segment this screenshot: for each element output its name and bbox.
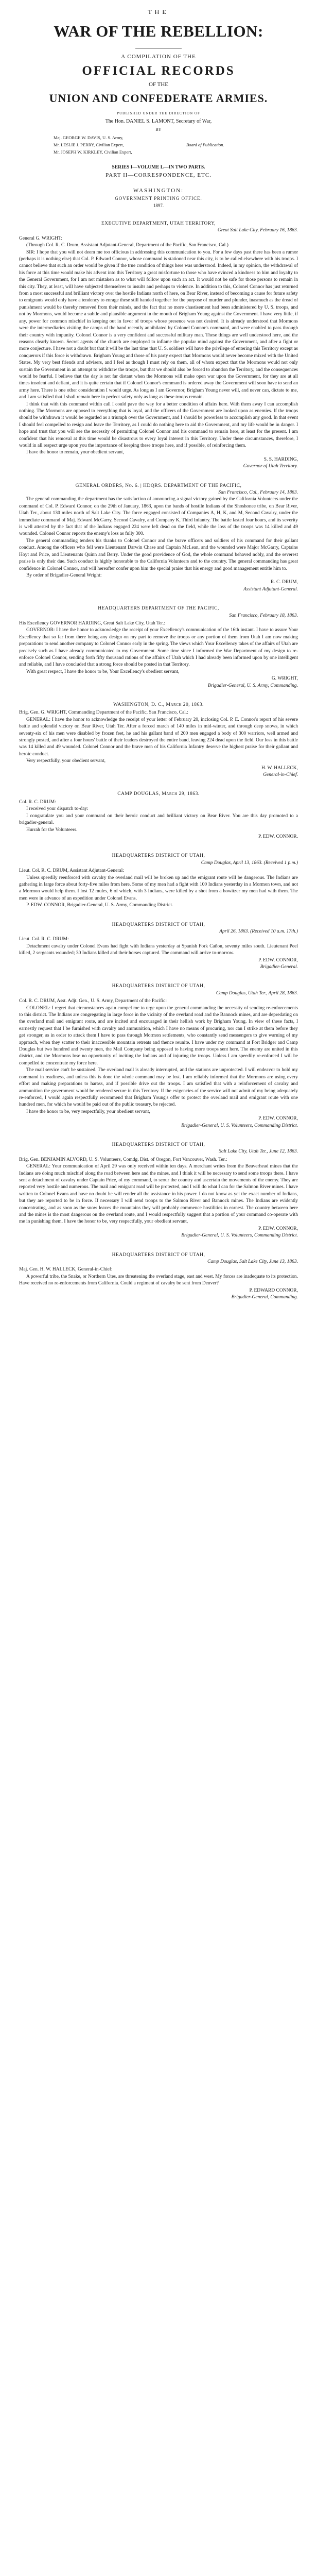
letter-paragraph: I think that with this command within call I could pave the way for a better condition of affairs here. With them away I can accomplish nothing. The Mormons are opposed to everything that is loyal, and the officers of the Government are looked upon as enemies. If the troops should be withdrawn it would be regarded as a triumph over the Government, and I should be powerless to accomplish any good. In that event I should feel compelled to resign and leave the Territory, as I could do nothing here to aid the Government, and my life would be in danger. I hope and trust that you will see the necessity of permitting Colonel Connor and his command to remain here, at least for the present. I am confident that his removal at this time would be disastrous to every loyal interest in this Territory. Under these circumstances, therefore, I would in all respect urge upon you the importance of keeping these troops here, and if possible, of reinforcing them. bbox=[19, 401, 298, 448]
letter-signature: P. EDWARD CONNOR, bbox=[249, 1287, 298, 1293]
letter-signature: R. C. DRUM, bbox=[270, 580, 298, 585]
staff-row bbox=[19, 134, 298, 141]
letter-heading bbox=[19, 922, 298, 928]
letter-paragraph: I congratulate you and your command on their heroic conduct and brilliant victory on Bear River. You are this day promoted to a brigadier-general. bbox=[19, 813, 298, 826]
staff-role bbox=[186, 148, 263, 156]
letter-signature-rank: Governor of Utah Territory. bbox=[243, 464, 298, 469]
letter-entry bbox=[19, 1142, 298, 1240]
letter-heading-text: HEADQUARTERS DEPARTMENT OF THE PACIFIC, bbox=[98, 606, 219, 612]
letter-place-date: Great Salt Lake City, February 16, 1863. bbox=[217, 228, 298, 233]
letter-signature-rank: Brigadier-General. bbox=[260, 964, 298, 970]
letter-salutation: Col. R. C. DRUM, Asst. Adjt. Gen., U. S. Army, Department of the Pacific: bbox=[19, 998, 167, 1004]
staff-role bbox=[186, 134, 263, 141]
letter-place-date: Camp Douglas, Utah Ter., April 28, 1863. bbox=[216, 990, 298, 996]
letter-heading bbox=[19, 791, 298, 798]
letter-entry bbox=[19, 791, 298, 840]
letter-salutation: Lieut. Col. R. C. DRUM, Assistant Adjutant-General: bbox=[19, 868, 124, 874]
letter-heading bbox=[19, 983, 298, 990]
letter-entry bbox=[19, 922, 298, 971]
letter-paragraph: P. EDW. CONNOR, Brigadier-General, U. S. Army, Commanding District. bbox=[26, 903, 173, 908]
letter-paragraph: (Through Col. R. C. Drum, Assistant Adjutant-General, Department of the Pacific, San Francisco, Cal.) bbox=[26, 243, 228, 248]
letter-paragraph: COLONEL: I regret that circumstances again compel me to urge upon the general commanding the necessity of sending re-enforcements to this district. The Indians are congregating in large force in the vicinity of the overland road and the Bannock mines, and are depredating on the overland mail and emigrant route, and are incited and encouraged in their hellish work by Brigham Young. In view of these facts, I earnestly request that I be furnished with cavalry and ammunition, which I have no means of procuring, nor can I strike at them before they get stronger, as in order to attack them I have to pass through Mormon settlements, who constantly send messengers to give warning of my approach, when they scatter to their inaccessible mountain retreats and thence reunite. I have under my command at Fort Bridger and Camp Douglas but two hundred and twenty men, the Mail Company being opposed to having more troops sent here. The enemy are united in this district, and the Mormons lose no opportunity of inciting the Indians and of injuring the troops. Unless I am speedily re-enforced I will be compelled to concentrate my force here. bbox=[19, 1005, 298, 1066]
union-confederate-title: UNION AND CONFEDERATE ARMIES. bbox=[49, 92, 268, 105]
imprint-year: 1897. bbox=[153, 203, 164, 208]
staff-name: Maj. GEORGE W. DAVIS, U. S. Army, bbox=[54, 135, 124, 140]
staff-name: Mr. LESLIE J. PERRY, Civilian Expert, bbox=[54, 142, 124, 147]
letter-paragraph: Very respectfully, your obedient servant, bbox=[26, 758, 105, 764]
letter-heading-text: HEADQUARTERS DISTRICT OF UTAH, bbox=[112, 922, 205, 927]
letter-paragraph: I have the honor to remain, your obedient servant, bbox=[26, 450, 124, 455]
letter-heading bbox=[19, 483, 298, 489]
staff-name: Mr. JOSEPH W. KIRKLEY, Civilian Expert, bbox=[54, 149, 132, 155]
compilation-line: A COMPILATION OF THE bbox=[121, 54, 196, 60]
letter-paragraph: GENERAL: Your communication of April 29 was only received within ten days. A merchant writes from the Beaverhead mines that the Indians are doing much mischief along the road between here and the mines, and I think it will be necessary to send some troops there. I have sent a detachment of cavalry under Captain Price, of my command, to scour the country and ascertain the movements of the enemy. They are reported very hostile and numerous. The mail and emigrant road will be protected, and I will do what I can for the Salmon River mines. I have written to Colonel Evans and have no doubt he will render all the assistance in his power. I do not know as yet the exact number of Indians, but they are reported to be in force. If necessary I will send troops to the Salmon River and Bannock mines. The Indians are evidently concentrating, and as soon as the snow leaves the mountains they will probably commence hostilities in earnest. The country between here and the mines is the most dangerous on the overland route, and I would respectfully suggest that a portion of your command co-operate with me in punishing them. I have the honor to be, very respectfully, your obedient servant, bbox=[19, 1164, 298, 1225]
published-under-line: PUBLISHED UNDER THE DIRECTION OF bbox=[117, 111, 200, 115]
letter-signature-rank: Brigadier-General, U. S. Volunteers, Commanding District. bbox=[181, 1123, 298, 1128]
letter-place-date: San Francisco, February 18, 1863. bbox=[229, 613, 298, 618]
letter-salutation: His Excellency GOVERNOR HARDING, Great Salt Lake City, Utah Ter.: bbox=[19, 620, 166, 626]
correspondence bbox=[19, 221, 298, 1301]
letter-paragraph: Detachment cavalry under Colonel Evans had fight with Indians yesterday at Spanish Fork Cañon, seventy miles south. Lieutenant Peel killed, 2 sergeants wounded; 30 Indians killed and their horses captured. The command will arrive to-morrow. bbox=[19, 943, 298, 956]
letter-heading bbox=[19, 853, 298, 859]
letter-heading-text: HEADQUARTERS DISTRICT OF UTAH, bbox=[112, 1142, 205, 1147]
letter-entry bbox=[19, 853, 298, 909]
imprint-place: WASHINGTON: bbox=[133, 188, 184, 194]
letter-heading bbox=[19, 221, 298, 227]
letter-paragraph: With great respect, I have the honor to be, Your Excellency's obedient servant, bbox=[26, 669, 180, 674]
letter-place-date: Camp Douglas, Salt Lake City, June 13, 1863. bbox=[207, 1259, 298, 1265]
letter-heading bbox=[19, 1142, 298, 1148]
letter-heading-text: HEADQUARTERS DISTRICT OF UTAH, bbox=[112, 853, 205, 859]
letter-salutation: Col. R. C. DRUM: bbox=[19, 799, 56, 805]
letter-salutation: Lieut. Col. R. C. DRUM: bbox=[19, 937, 69, 942]
letter-entry bbox=[19, 483, 298, 594]
official-records-title: OFFICIAL RECORDS bbox=[82, 64, 235, 78]
by-line: BY bbox=[155, 127, 162, 132]
letter-signature-rank: General-in-Chief. bbox=[263, 772, 298, 778]
letter-entry bbox=[19, 983, 298, 1129]
letter-signature: S. S. HARDING, bbox=[263, 456, 298, 462]
letter-entry bbox=[19, 1252, 298, 1301]
letter-entry bbox=[19, 605, 298, 689]
letter-heading-text: HEADQUARTERS DISTRICT OF UTAH, bbox=[112, 984, 205, 989]
letter-paragraph: GENERAL: I have the honor to acknowledge the receipt of your letter of February 20, inclosing Col. P. E. Connor's report of his severe battle and splendid victory on Bear River, Utah Ter. After a forced march of 140 miles in mid-winter, and through deep snows, in which seventy-six of his men were disabled by frozen feet, he and his gallant band of 200 men engaged a body of 300 warriors, well armed and strongly posted, and after a four hours' battle of their leaders destroyed the entire band, leaving 224 dead upon the field. Our loss in this battle was 14 killed and 49 wounded. Colonel Connor and the brave men of his California Infantry deserve the highest praise for their gallant and heroic conduct. bbox=[19, 717, 298, 757]
title-page bbox=[19, 0, 298, 208]
letter-place-date: Salt Lake City, Utah Ter., June 12, 1863. bbox=[219, 1149, 298, 1155]
letter-paragraph: Hurrah for the Volunteers. bbox=[26, 827, 78, 833]
letter-paragraph: Unless speedily reenforced with cavalry the overland mail will be broken up and the emigrant route will be dangerous. The Indians are gathering in large force about forty-five miles from here. Some of my men had a fight with 100 Indians yesterday in a Mormon town, and not a Mormon would help them. I lost 12 mules, 6 of which, with 3 Indians, were killed by a shot from a howitzer my men had with them. The men were in advance of an expedition under Colonel Evans. bbox=[19, 875, 298, 901]
letter-entry bbox=[19, 221, 298, 470]
letter-paragraph: A powerful tribe, the Snake, or Northern Utes, are threatening the overland stage, east and west. My forces are inadequate to its protection. Have received no re-enforcements from California. Could a regiment of cavalry be sent from Denver? bbox=[19, 1274, 298, 1286]
letter-signature: G. WRIGHT, bbox=[271, 676, 298, 682]
letter-heading-text: GENERAL ORDERS, No. 6. | HDQRS. DEPARTMENT OF THE PACIFIC, bbox=[75, 483, 242, 488]
letter-signature: H. W. HALLECK, bbox=[261, 765, 298, 771]
letter-paragraph: GOVERNOR: I have the honor to acknowledge the receipt of your Excellency's communication of the 16th instant. I have to assure Your Excellency that so far from there being any design on my part to remove the troops or any portion of them from Utah I am now making preparations to send another company to Colonel Connor early in the spring. The views which Your Excellency takes of the affairs of Utah are precisely such as I have already communicated to my Government. Some time since I informed the War Department of my design to re-enforce Colonel Connor, sending forth fifty thousand rations of the affairs of Utah which I had already been informed upon by one intelligent and reliable, and I have concluded that a strong force should be posted in that Territory. bbox=[19, 628, 298, 668]
main-title: WAR OF THE REBELLION: bbox=[54, 22, 263, 40]
secretary-line: The Hon. DANIEL S. LAMONT, Secretary of War, bbox=[105, 118, 212, 124]
letter-signature: P. EDW. CONNOR, bbox=[258, 1116, 298, 1122]
staff-row bbox=[19, 148, 298, 156]
letter-paragraph: The general commanding the department has the satisfaction of announcing a signal victory gained by the California Volunteers under the command of Col. P. Edward Connor, on the 29th of January, 1863, upon the bands of hostile Indians of the Shoshonee tribe, on Bear River, Utah Ter., about 130 miles north of Salt Lake City. The force engaged consisted of Companies A, H, K, and M, Second Cavalry, under the immediate command of Maj. Edward McGarry, Second Cavalry, and Company K, Third Infantry. The battle lasted four hours, and its severity is well attested by the fact that of the Indians engaged 224 were left dead on the field, while the loss of the troops was 14 killed and 49 wounded. Colonel Connor reports the enemy's loss as fully 300. bbox=[19, 497, 298, 537]
imprint-office: GOVERNMENT PRINTING OFFICE. bbox=[115, 196, 202, 201]
of-the-line: OF THE bbox=[149, 81, 168, 88]
letter-paragraph: The mail service can't be sustained. The overland mail is already interrupted, and the stations are unprotected. I will endeavor to hold my command in readiness, and unless this is done the whole command may be lost. I am reliably informed that the Mormons are using every effort and making preparations to harass, and if possible drive out the troops. I am satisfied that with a reinforcement of cavalry and ammunition the government would be rendered secure in this Territory. If the exigencies of the service will not admit of my being adequately re-enforced, I would again respectfully recommend that Brigham Young's offer to protect the overland mail and emigrant route with one hundred men, for which he would be paid out of the public treasury, be rejected. bbox=[19, 1067, 298, 1108]
letter-paragraph: I received your dispatch to-day: bbox=[26, 806, 89, 812]
staff-role: Board of Publication. bbox=[186, 142, 224, 147]
letter-paragraph: The general commanding tenders his thanks to Colonel Connor and the brave officers and soldiers of his command for their gallant conduct. Among the officers who fell were Lieutenant Darwin Chase and Captain McLean, and the wounded were Major McGarry, Captains Hoyt and Price, and Lieutenants Quinn and Berry. Under the good providence of God, the whole command behaved nobly, and the severest praise is only their due. Such conduct is highly honorable to the California Volunteers and to the country. The general commanding has great confidence in Colonel Connor, and will hereafter confer upon him the special praise that his energy and good management entitle him to. bbox=[19, 538, 298, 571]
letter-paragraph: I have the honor to be, very respectfully, your obedient servant, bbox=[26, 1109, 150, 1114]
letter-signature-rank: Brigadier-General, U. S. Volunteers, Commanding District. bbox=[181, 1233, 298, 1239]
letter-heading-text: EXECUTIVE DEPARTMENT, UTAH TERRITORY, bbox=[101, 221, 216, 226]
letter-heading-text: WASHINGTON, D. C., March 20, 1863. bbox=[113, 702, 204, 707]
letter-heading bbox=[19, 605, 298, 612]
title-the: THE bbox=[148, 8, 169, 15]
letter-signature: P. EDW. CONNOR. bbox=[258, 834, 298, 839]
letter-signature: P. EDW. CONNOR, bbox=[258, 957, 298, 963]
part-line: PART II—CORRESPONDENCE, ETC. bbox=[105, 172, 212, 178]
letter-salutation: Brig. Gen. G. WRIGHT, Commanding Department of the Pacific, San Francisco, Cal.: bbox=[19, 710, 188, 716]
letter-signature-rank: Brigadier-General, U. S. Army, Commanding. bbox=[207, 683, 298, 688]
letter-heading bbox=[19, 1252, 298, 1259]
letter-salutation: General G. WRIGHT: bbox=[19, 235, 63, 241]
letter-place-date: San Francisco, Cal., February 14, 1863. bbox=[218, 490, 298, 496]
letter-salutation: Brig. Gen. BENJAMIN ALVORD, U. S. Volunteers, Comdg. Dist. of Oregon, Fort Vancouver, Wash. Ter.: bbox=[19, 1157, 227, 1162]
letter-paragraph: By order of Brigadier-General Wright: bbox=[26, 572, 102, 578]
series-line: SERIES I—VOLUME L—IN TWO PARTS. bbox=[112, 165, 205, 170]
letter-signature-rank: Assistant Adjutant-General. bbox=[243, 586, 298, 592]
letter-place-date: April 26, 1863. (Received 10 a.m. 17th.) bbox=[219, 928, 298, 934]
letter-salutation: Maj. Gen. H. W. HALLECK, General-in-Chief: bbox=[19, 1267, 113, 1273]
letter-place-date: Camp Douglas, April 13, 1863. (Received 1 p.m.) bbox=[201, 860, 298, 866]
letter-heading bbox=[19, 702, 298, 708]
letter-heading-text: HEADQUARTERS DISTRICT OF UTAH, bbox=[112, 1252, 205, 1258]
letter-heading-text: CAMP DOUGLAS, March 29, 1863. bbox=[117, 791, 200, 797]
staff-row bbox=[19, 141, 298, 148]
letter-entry bbox=[19, 702, 298, 778]
staff-list bbox=[19, 134, 298, 156]
letter-signature: P. EDW. CONNOR, bbox=[258, 1226, 298, 1231]
letter-paragraph: SIR: I hope that you will not deem me too officious in addressing this communication to you. For a few days past there has been a rumor (perhaps it is nothing else) that Col. P. Edward Connor, whose command is stationed near this city, is to be called elsewhere with his troops. I cannot believe that such an order would be given if the true condition of things here was understood. Indeed, in my opinion, the withdrawal of his force at this time would make his advent into this Territory a great misfortune to those who have evinced a kindness to him and loyalty to the General Government, for I am not mistaken as to what will follow upon such an act. It would not be safe for those persons to remain in this city. They, at least, will have subjected themselves to insults and perhaps to violence. In addition to this, Colonel Connor has just returned from a most successful and brilliant victory over the hostile Indians north of here, on Bear River, instead of becoming a cause for future safety to emigrants would only have a tendency to enrage these still banded together for the purpose of murder and plunder, inasmuch as the dread of punishment would be thereby removed from their minds, and the fact that no more chastisement had been administered by U. S. troops, and not by Mormons, would become a subtle and plausible argument in the mouth of Brigham Young against the Government. I have very little, if any, power for common mischief in keeping out in favor of troops whose presence was not desired. It is already understood that Mormons were the intermediaries visiting the camps of the band recently annihilated by Colonel Connor's command, and were enabled to pass through their country with impunity. Colonel Connor is a very confident and successful military man. These things are well understood here, and the reasons clearly known. Secret agents of the church are employed to inflame the popular mind against the Government, and after a fight or more conjecture. I have not a doubt but that it will be the last time that U. S. soldiers will have the privilege of entering this Territory except as conquerors if this force is withdrawn. Brigham Young and those of his party expect that Mormons would never become mixed with the United States. My very best friends and advisers, and I feel as though I must rely on them, all of whom expect that the Mormons would not only sustain the Government in an attempt to withdraw the troops, but that we should also be forced to abandon the Territory, and the consequences would be fearful. I believe that the day is not far distant when the Mormons will make open war upon the Government, for they are at all times insolent and defiant, and it is quite certain that if Colonel Connor's command is ordered away the Government will soon have to send an army here. There is one other consideration I would urge. As long as I am Governor, Brigham Young never will, and never can, dictate to me, and I am satisfied that I shall remain here in perfect safety only as long as these troops remain. bbox=[19, 249, 298, 400]
letter-signature-rank: Brigadier-General, Commanding. bbox=[231, 1295, 298, 1300]
